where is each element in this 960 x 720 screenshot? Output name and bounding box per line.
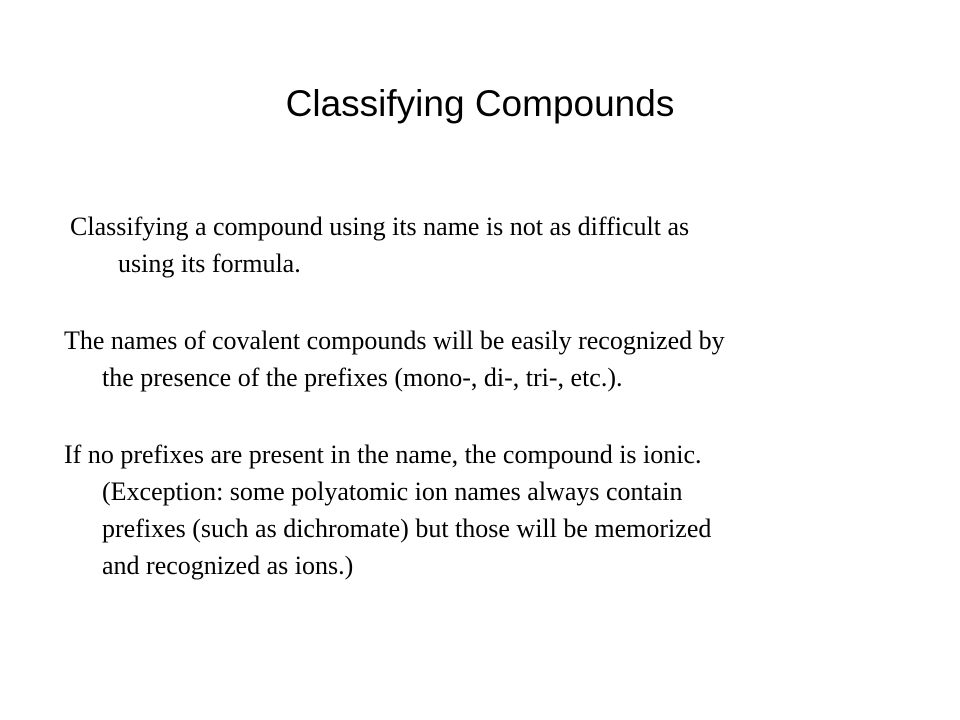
paragraph-covalent-prefixes (64, 322, 725, 396)
paragraph-line: the presence of the prefixes (mono-, di-, tri-, etc.). (102, 363, 623, 392)
paragraph-line: (Exception: some polyatomic ion names always contain (102, 477, 683, 506)
paragraph-line: If no prefixes are present in the name, the compound is ionic. (64, 440, 702, 469)
paragraph-ionic-exception (64, 436, 711, 584)
paragraph-line: prefixes (such as dichromate) but those will be memorized (102, 514, 712, 543)
paragraph-line: using its formula. (118, 249, 301, 278)
paragraph-name-classification (70, 208, 689, 282)
paragraph-line: and recognized as ions.) (102, 551, 354, 580)
paragraph-line: The names of covalent compounds will be easily recognized by (64, 326, 725, 355)
slide-title: Classifying Compounds (285, 83, 675, 124)
paragraph-line: Classifying a compound using its name is not as difficult as (70, 212, 690, 241)
